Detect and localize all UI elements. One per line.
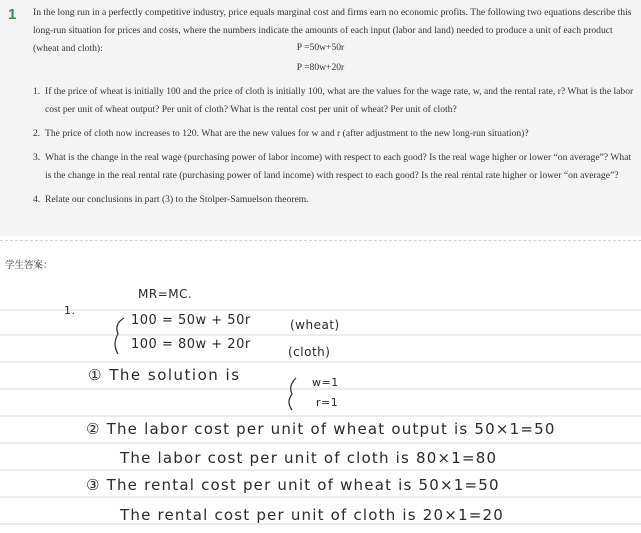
question-part	[33, 83, 637, 119]
brace-solution	[289, 378, 296, 410]
equation-cloth: P =80w+20r	[296, 62, 345, 73]
question-number: 1	[8, 6, 17, 23]
part-text: If the price of wheat is initially 100 and the price of cloth is initially 100, what are the values for the wage rate, w, and the rental rate, r? What is the labor cost per unit of wheat output? Per unit of cloth? What is the rental cost per unit of wheat? Per unit of cloth?	[45, 86, 634, 115]
hw-rental-cost-cloth: The rental cost per unit of cloth is 20×1=20	[120, 506, 505, 524]
question-parts-list	[33, 83, 637, 215]
hw-w-value: w=1	[312, 376, 339, 389]
question-panel	[0, 0, 641, 236]
part-number: 4.	[33, 194, 41, 205]
hw-equation-cloth: 100 = 80w + 20r	[131, 337, 251, 352]
hw-r-value: r=1	[316, 396, 339, 409]
part-text: The price of cloth now increases to 120. What are the new values for w and r (after adjustment to the new long-run situation)?	[45, 128, 529, 139]
hw-rental-cost-wheat: ③ The rental cost per unit of wheat is 50×1=50	[86, 476, 500, 494]
part-number: 2.	[33, 128, 41, 139]
part-text: Relate our conclusions in part (3) to the Stolper-Samuelson theorem.	[45, 194, 309, 205]
part-number: 3.	[33, 152, 41, 163]
question-part	[33, 125, 637, 143]
answer-label: 学生答案：	[5, 260, 53, 271]
question-part	[33, 149, 637, 185]
hw-wheat-label: (wheat)	[290, 318, 340, 332]
section-divider	[0, 240, 641, 241]
question-part	[33, 191, 637, 209]
brace-system	[115, 318, 124, 354]
hw-equation-wheat: 100 = 50w + 50r	[131, 313, 251, 328]
handwritten-answer-image	[0, 274, 641, 533]
hw-cloth-label: (cloth)	[288, 345, 331, 359]
question-intro: In the long run in a perfectly competitive industry, price equals marginal cost and firms earn no economic profits. The following two equations describe this long-run situation for prices and costs, where the numbers indicate the amounts of each input (labor and land) needed to produce a unit of each product (wheat and cloth):	[33, 7, 632, 54]
hw-solution-line: ① The solution is	[88, 366, 241, 384]
hw-mr-mc: MR=MC.	[138, 287, 193, 301]
part-text: What is the change in the real wage (purchasing power of labor income) with respect to each good? Is the real wage higher or lower “on average”? What is the change in the real rental rate (purchasing power of land income) with respect to each good? Is the real rental rate higher or lower “on average”?	[45, 152, 632, 181]
equation-wheat: P =50w+50r	[296, 42, 345, 53]
hw-labor-cost-wheat: ② The labor cost per unit of wheat output is 50×1=50	[86, 420, 556, 438]
part-number: 1.	[33, 86, 41, 97]
hw-part-number: 1.	[64, 304, 76, 317]
hw-labor-cost-cloth: The labor cost per unit of cloth is 80×1=80	[120, 449, 498, 467]
